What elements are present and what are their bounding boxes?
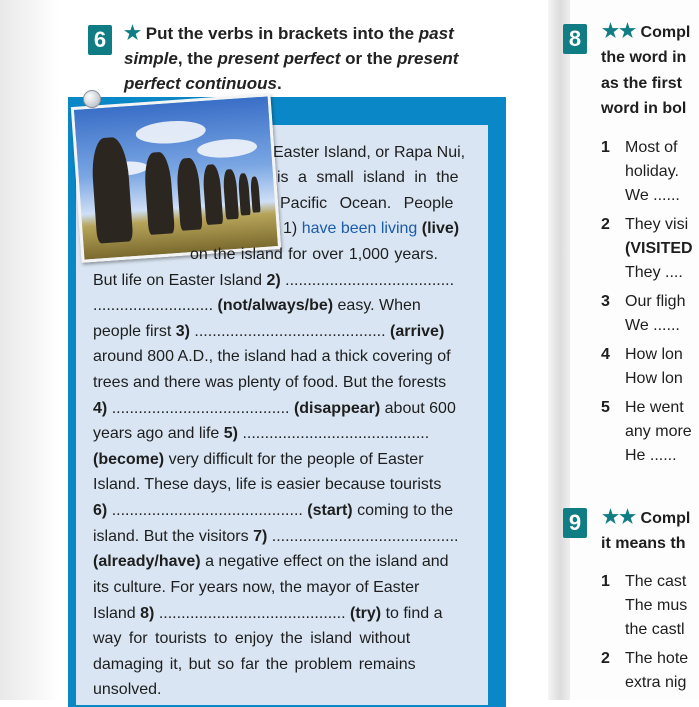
item-line: The cast xyxy=(625,573,687,590)
item-line: holiday. xyxy=(625,163,679,180)
item-number: 5 xyxy=(601,399,610,416)
item-number: 3 xyxy=(601,293,610,310)
item-line: We ...... xyxy=(625,317,680,334)
answer-1: have been living xyxy=(301,220,418,237)
text-line: island. But the visitors 7) .......................................... xyxy=(93,528,459,545)
item-line: They visi xyxy=(625,216,689,233)
difficulty-stars-icon: ★★ xyxy=(602,21,637,42)
text-line: is a small island in the xyxy=(277,169,459,186)
item-number: 2 xyxy=(601,216,610,233)
item-line: (VISITED xyxy=(625,240,693,257)
item-line: The hote xyxy=(625,650,689,667)
answer-blank-8[interactable]: .......................................... xyxy=(158,605,346,622)
text-line: unsolved. xyxy=(93,681,162,698)
instruction-line: it means th xyxy=(601,535,686,552)
text-line: on the island for over 1,000 years. xyxy=(190,246,438,263)
text-line: (already/have) a negative effect on the island and xyxy=(93,553,449,570)
item-line: the castl xyxy=(625,621,685,638)
item-line: The mus xyxy=(625,597,688,614)
item-line: any more xyxy=(625,423,692,440)
item-line: How lon xyxy=(625,370,683,387)
text-line: But life on Easter Island 2) ...................................... xyxy=(93,272,455,289)
item-line: We ...... xyxy=(625,187,680,204)
text-line: ........................... (not/always/be) easy. When xyxy=(93,297,421,314)
book-spine xyxy=(548,0,570,700)
answer-blank-5[interactable]: .......................................... xyxy=(242,425,430,442)
item-line: They .... xyxy=(625,264,683,281)
answer-blank-2[interactable]: ...................................... xyxy=(285,272,455,289)
item-line: He ...... xyxy=(625,447,677,464)
text-line: 6) ........................................... (start) coming to the xyxy=(93,502,454,519)
text-line: years ago and life 5) .......................................... xyxy=(93,425,430,442)
exercise-9-number: 9 xyxy=(563,508,587,538)
instruction-line: word in bol xyxy=(601,100,687,117)
text-line: 4) ........................................ (disappear) about 600 xyxy=(93,400,456,417)
answer-blank-3[interactable]: ........................................... xyxy=(194,323,386,340)
text-line: (become) very difficult for the people of Easter xyxy=(93,451,424,468)
answer-blank-6[interactable]: ........................................... xyxy=(111,502,303,519)
exercise-8-instruction: ★★ Compl xyxy=(602,21,691,42)
page-edge-shadow xyxy=(0,0,60,700)
exercise-6-instruction: ★ Put the verbs in brackets into the past simple, the present perfect or the present perfect continuous. xyxy=(124,23,459,93)
easter-island-photo xyxy=(71,93,281,263)
item-number: 1 xyxy=(601,573,610,590)
answer-blank-4[interactable]: ........................................ xyxy=(111,400,290,417)
exercise-6-number: 6 xyxy=(88,25,112,55)
text-line: trees and there was plenty of food. But the forests xyxy=(93,374,447,391)
text-line: around 800 A.D., the island had a thick covering of xyxy=(93,348,451,365)
item-line: extra nig xyxy=(625,674,687,691)
text-line: its culture. For years now, the mayor of Easter xyxy=(93,579,420,596)
item-line: How lon xyxy=(625,346,683,363)
item-number: 2 xyxy=(601,650,610,667)
text-line: damaging it, but so far the problem remains xyxy=(93,656,416,673)
text-line: way for tourists to enjoy the island without xyxy=(93,630,411,647)
text-line: Pacific Ocean. People xyxy=(280,195,454,212)
instruction-line: the word in xyxy=(601,49,687,66)
item-line: He went xyxy=(625,399,684,416)
item-line: Most of xyxy=(625,139,678,156)
difficulty-stars-icon: ★★ xyxy=(602,507,637,528)
text-line: Island. These days, life is easier because tourists xyxy=(93,476,442,493)
item-number: 1 xyxy=(601,139,610,156)
item-line: Our fligh xyxy=(625,293,686,310)
answer-blank-7[interactable]: .......................................... xyxy=(271,528,459,545)
exercise-8-number: 8 xyxy=(563,24,587,54)
item-number: 4 xyxy=(601,346,610,363)
text-line: 1) have been living (live) xyxy=(283,220,460,237)
text-line: Island 8) .......................................... (try) to find a xyxy=(93,605,443,622)
text-line: Easter Island, or Rapa Nui, xyxy=(273,144,466,161)
difficulty-star-icon: ★ xyxy=(124,23,142,44)
exercise-9-instruction: ★★ Compl xyxy=(602,507,691,528)
pushpin-icon xyxy=(83,90,101,108)
instruction-line: as the first xyxy=(601,75,682,92)
text-line: people first 3) ........................................... (arrive) xyxy=(93,323,445,340)
